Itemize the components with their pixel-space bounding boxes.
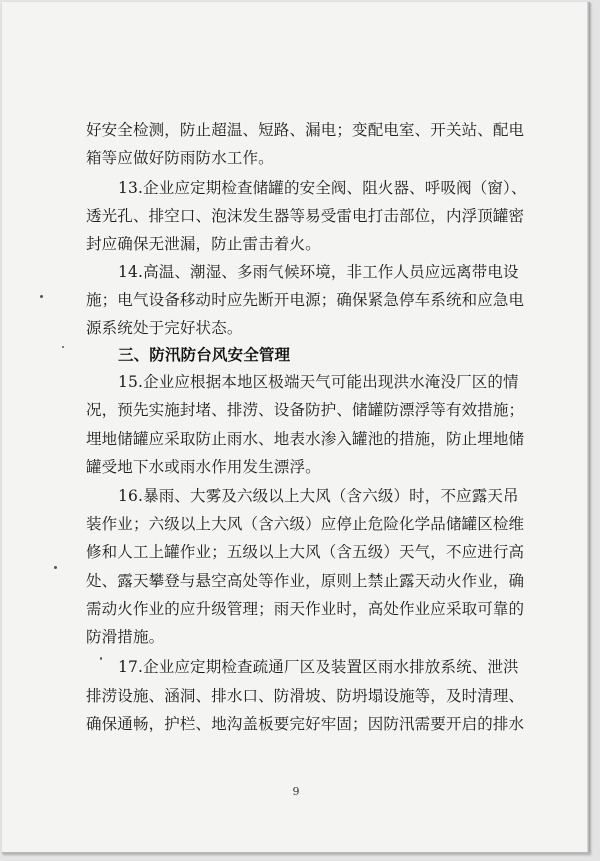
page-number: 9 (292, 785, 300, 798)
text-line: 17.企业应定期检查疏通厂区及装置区雨水排放系统、泄洪 (118, 658, 519, 676)
text-line: 箱等应做好防雨防水工作。 (86, 149, 274, 167)
scan-speck (62, 346, 64, 348)
text-line: 修和人工上罐作业；五级以上大风（含五级）天气，不应进行高 (86, 543, 525, 561)
text-line: 封应确保无泄漏，防止雷击着火。 (86, 235, 321, 253)
text-line: 16.暴雨、大雾及六级以上大风（含六级）时，不应露天吊 (118, 487, 519, 505)
scan-speck (54, 566, 57, 569)
text-line: 透光孔、排空口、泡沫发生器等易受雷电打击部位，内浮顶罐密 (86, 207, 525, 225)
text-line: 14.高温、潮湿、多雨气候环境，非工作人员应远离带电设 (118, 263, 519, 281)
text-line: 埋地储罐应采取防止雨水、地表水渗入罐池的措施，防止埋地储 (86, 430, 525, 448)
text-line: 好安全检测，防止超温、短路、漏电；变配电室、开关站、配电 (86, 121, 525, 139)
text-line: 施；电气设备移动时应先断开电源；确保紧急停车系统和应急电 (86, 291, 525, 309)
scan-edge (2, 852, 590, 854)
text-line: 13.企业应定期检查储罐的安全阀、阻火器、呼吸阀（窗）、 (118, 179, 527, 197)
text-line: 罐受地下水或雨水作用发生漂浮。 (86, 458, 321, 476)
text-line: 装作业；六级以上大风（含六级）应停止危险化学品储罐区检维 (86, 515, 525, 533)
text-line: 排涝设施、涵洞、排水口、防滑坡、防坍塌设施等，及时清理、 (86, 687, 525, 705)
scan-speck (100, 657, 102, 660)
section-heading: 三、防汛防台风安全管理 (118, 345, 291, 364)
text-line: 源系统处于完好状态。 (86, 319, 243, 337)
scan-speck (40, 295, 43, 298)
scan-edge (587, 2, 590, 854)
text-line: 处、露天攀登与悬空高处等作业，原则上禁止露天动火作业，确 (86, 572, 525, 590)
text-line: 况，预先实施封堵、排涝、设备防护、储罐防漂浮等有效措施； (86, 401, 525, 419)
text-line: 15.企业应根据本地区极端天气可能出现洪水淹没厂区的情 (118, 373, 519, 391)
text-line: 防滑措施。 (86, 628, 165, 646)
text-line: 确保通畅，护栏、地沟盖板要完好牢固；因防汛需要开启的排水 (86, 715, 525, 733)
text-line: 需动火作业的应升级管理；雨天作业时，高处作业应采取可靠的 (86, 600, 525, 618)
document-page (2, 2, 590, 854)
